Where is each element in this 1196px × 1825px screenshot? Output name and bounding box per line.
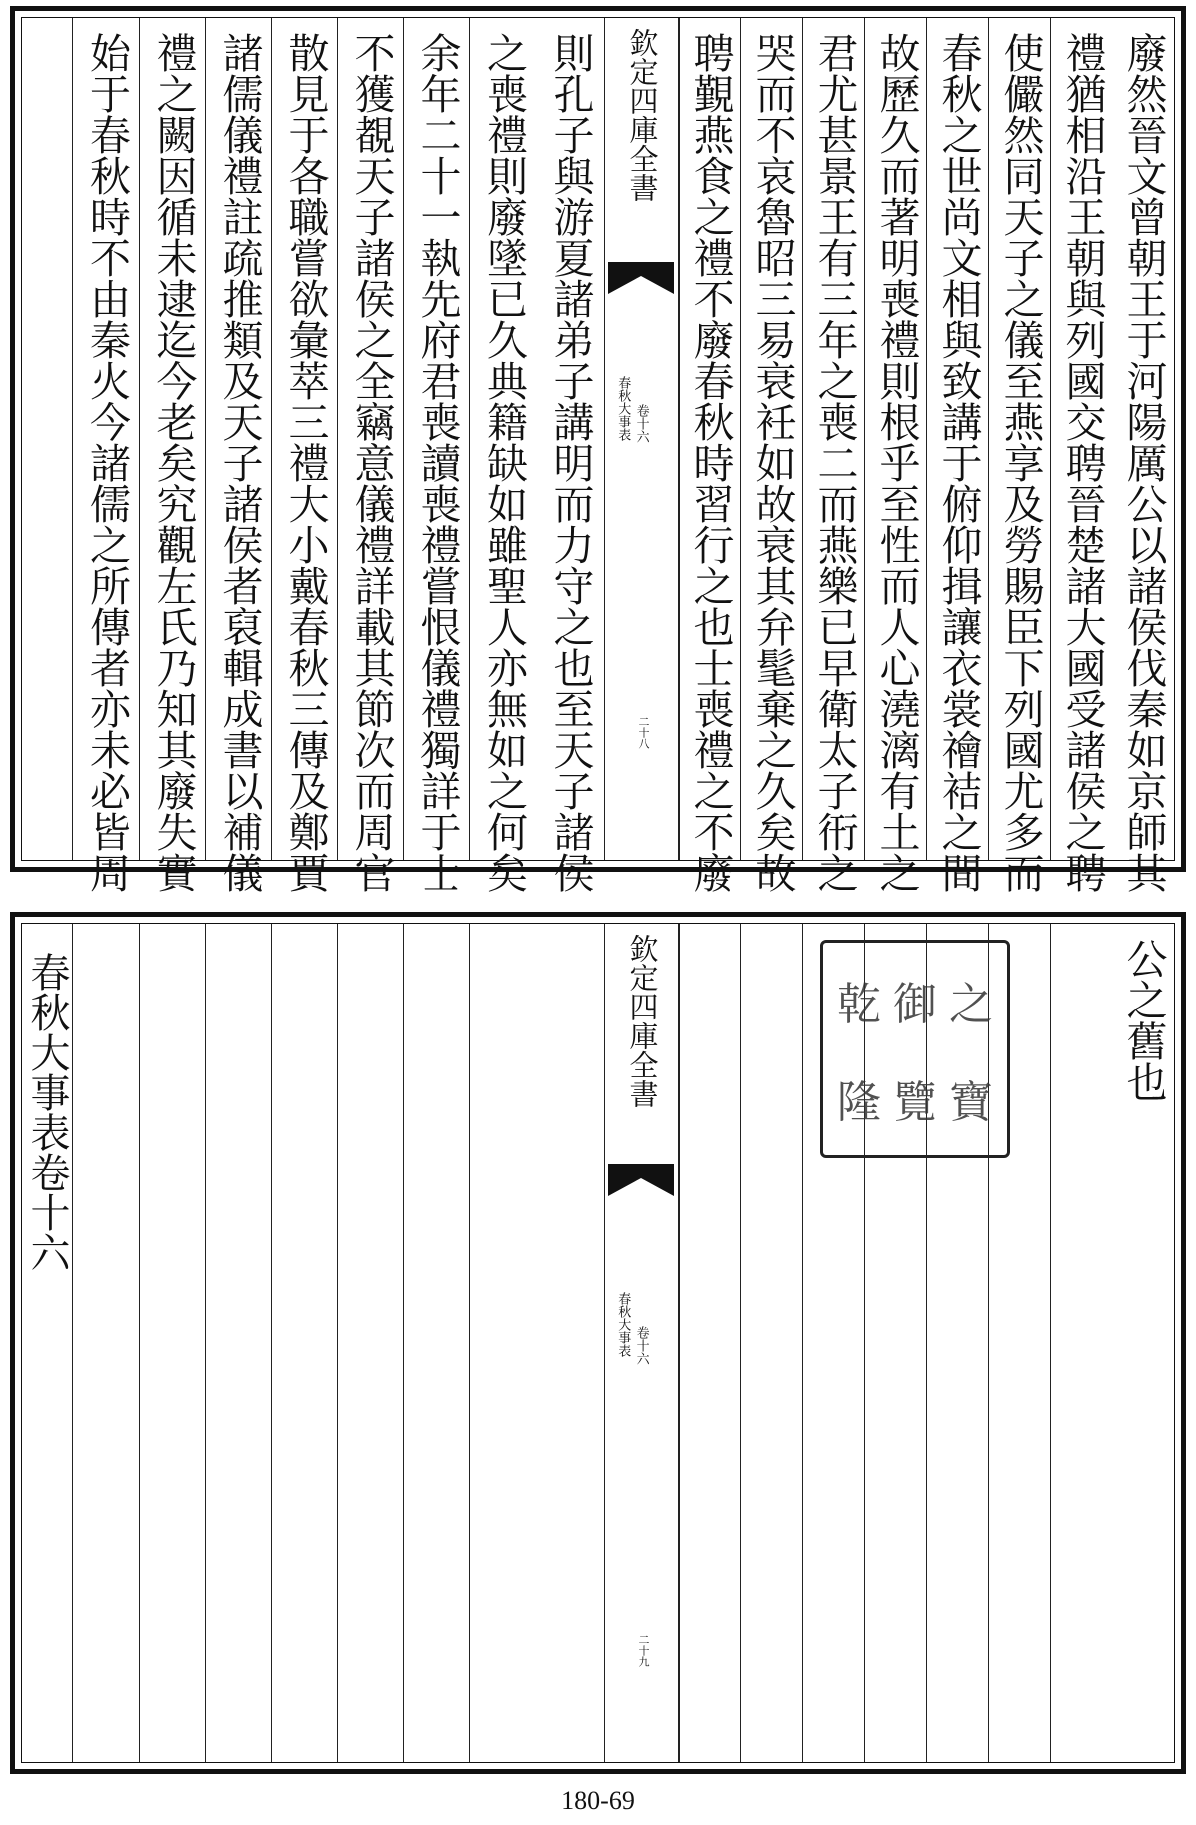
empty-column <box>271 924 338 1762</box>
center-title-wrap <box>605 934 679 1108</box>
seal-char: 隆 <box>837 1077 881 1128</box>
margin-labels <box>615 376 648 443</box>
margin-book-title: 春秋大事表 <box>615 1292 631 1357</box>
empty-column <box>337 924 404 1762</box>
text-column <box>72 18 140 893</box>
empty-column <box>72 924 140 1762</box>
empty-column <box>139 924 206 1762</box>
text-column <box>22 924 72 1762</box>
seal-characters <box>831 951 999 1147</box>
seal-char: 乾 <box>837 979 881 1030</box>
text-column <box>678 18 741 893</box>
seal-char: 御 <box>893 979 937 1030</box>
text-column <box>205 18 272 893</box>
bottom-page-inner-border <box>21 923 1175 1763</box>
margin-volume: 卷十六 <box>633 1326 649 1365</box>
margin-labels <box>615 1292 648 1365</box>
column-text: 始于春秋時不由秦火今諸儒之所傳者亦未必皆周 <box>83 32 131 893</box>
text-column <box>536 18 604 893</box>
book-series-title: 欽定四庫全書 <box>625 934 660 1108</box>
center-fold-column <box>604 924 680 1762</box>
seal-char: 覽 <box>893 1077 937 1128</box>
text-column <box>864 18 927 893</box>
fishtail-mark-icon <box>608 1164 674 1198</box>
imperial-seal-stamp <box>820 940 1010 1158</box>
text-column <box>337 18 404 893</box>
empty-column <box>740 924 803 1762</box>
text-column <box>1112 924 1174 1762</box>
text-column <box>403 18 470 893</box>
column-text: 廢然晉文曾朝王于河陽厲公以諸侯伐秦如京師其 <box>1119 32 1168 893</box>
empty-column <box>205 924 272 1762</box>
text-column <box>988 18 1051 893</box>
fishtail-mark-icon <box>608 262 674 296</box>
seal-char: 之 <box>949 979 993 1030</box>
empty-column <box>678 924 741 1762</box>
empty-column <box>469 924 537 1762</box>
column-text: 使儼然同天子之儀至燕享及勞賜臣下列國尤多而 <box>996 32 1045 893</box>
text-column <box>1112 18 1174 893</box>
top-page-frame <box>10 6 1186 893</box>
margin-book-title: 春秋大事表 <box>615 376 631 441</box>
column-text: 則孔子與游夏諸弟子講明而力守之也至天子諸侯 <box>546 32 595 893</box>
text-column <box>926 18 989 893</box>
bottom-page-frame <box>10 912 1186 1774</box>
column-text: 故歷久而著明喪禮則根乎至性而人心澆漓有土之 <box>872 32 921 893</box>
margin-page-number: 二十八 <box>637 716 650 749</box>
center-title-wrap <box>605 28 679 202</box>
center-fold-column <box>604 18 680 860</box>
text-column <box>139 18 206 893</box>
empty-column <box>536 924 604 1762</box>
text-column <box>469 18 537 893</box>
top-page-inner-border <box>21 17 1175 893</box>
column-text: 君尤甚景王有三年之喪二而燕樂已早衛太子衎之 <box>810 32 859 893</box>
column-text: 哭而不哀魯昭三易衰衽如故衰其弁髦棄之久矣故 <box>748 32 797 893</box>
book-series-title: 欽定四庫全書 <box>625 28 660 202</box>
column-text: 聘覲燕食之禮不廢春秋時習行之也士喪禮之不廢 <box>686 32 735 893</box>
column-text: 散見于各職嘗欲彙萃三禮大小戴春秋三傳及鄭賈 <box>281 32 330 893</box>
volume-end-title: 春秋大事表卷十六 <box>24 952 70 1272</box>
empty-column <box>1050 924 1113 1762</box>
text-column <box>271 18 338 893</box>
empty-column <box>403 924 470 1762</box>
margin-volume: 卷十六 <box>633 404 649 443</box>
column-text: 禮之闕因循未逮迄今老矣究觀左氏乃知其廢失實 <box>149 32 198 893</box>
seal-char: 寶 <box>949 1077 993 1128</box>
column-text: 禮猶相沿王朝與列國交聘晉楚諸大國受諸侯之聘 <box>1058 32 1107 893</box>
text-column <box>1050 18 1113 893</box>
column-text: 余年二十一執先府君喪讀喪禮嘗恨儀禮獨詳于士 <box>413 32 462 893</box>
column-text: 諸儒儀禮註疏推類及天子諸侯者裒輯成書以補儀 <box>215 32 264 893</box>
margin-page-number: 二十九 <box>637 1634 650 1667</box>
text-column <box>740 18 803 893</box>
text-column <box>802 18 865 893</box>
column-text: 春秋之世尚文相與致講于俯仰揖讓衣裳禬袺之間 <box>934 32 983 893</box>
column-text: 公之舊也 <box>1119 938 1168 1102</box>
column-text: 不獲覩天子諸侯之全竊意儀禮詳載其節次而周官 <box>347 32 396 893</box>
column-text: 之喪禮則廢墜已久典籍缺如雖聖人亦無如之何矣 <box>480 32 528 893</box>
page-number-footer: 180-69 <box>561 1786 635 1815</box>
